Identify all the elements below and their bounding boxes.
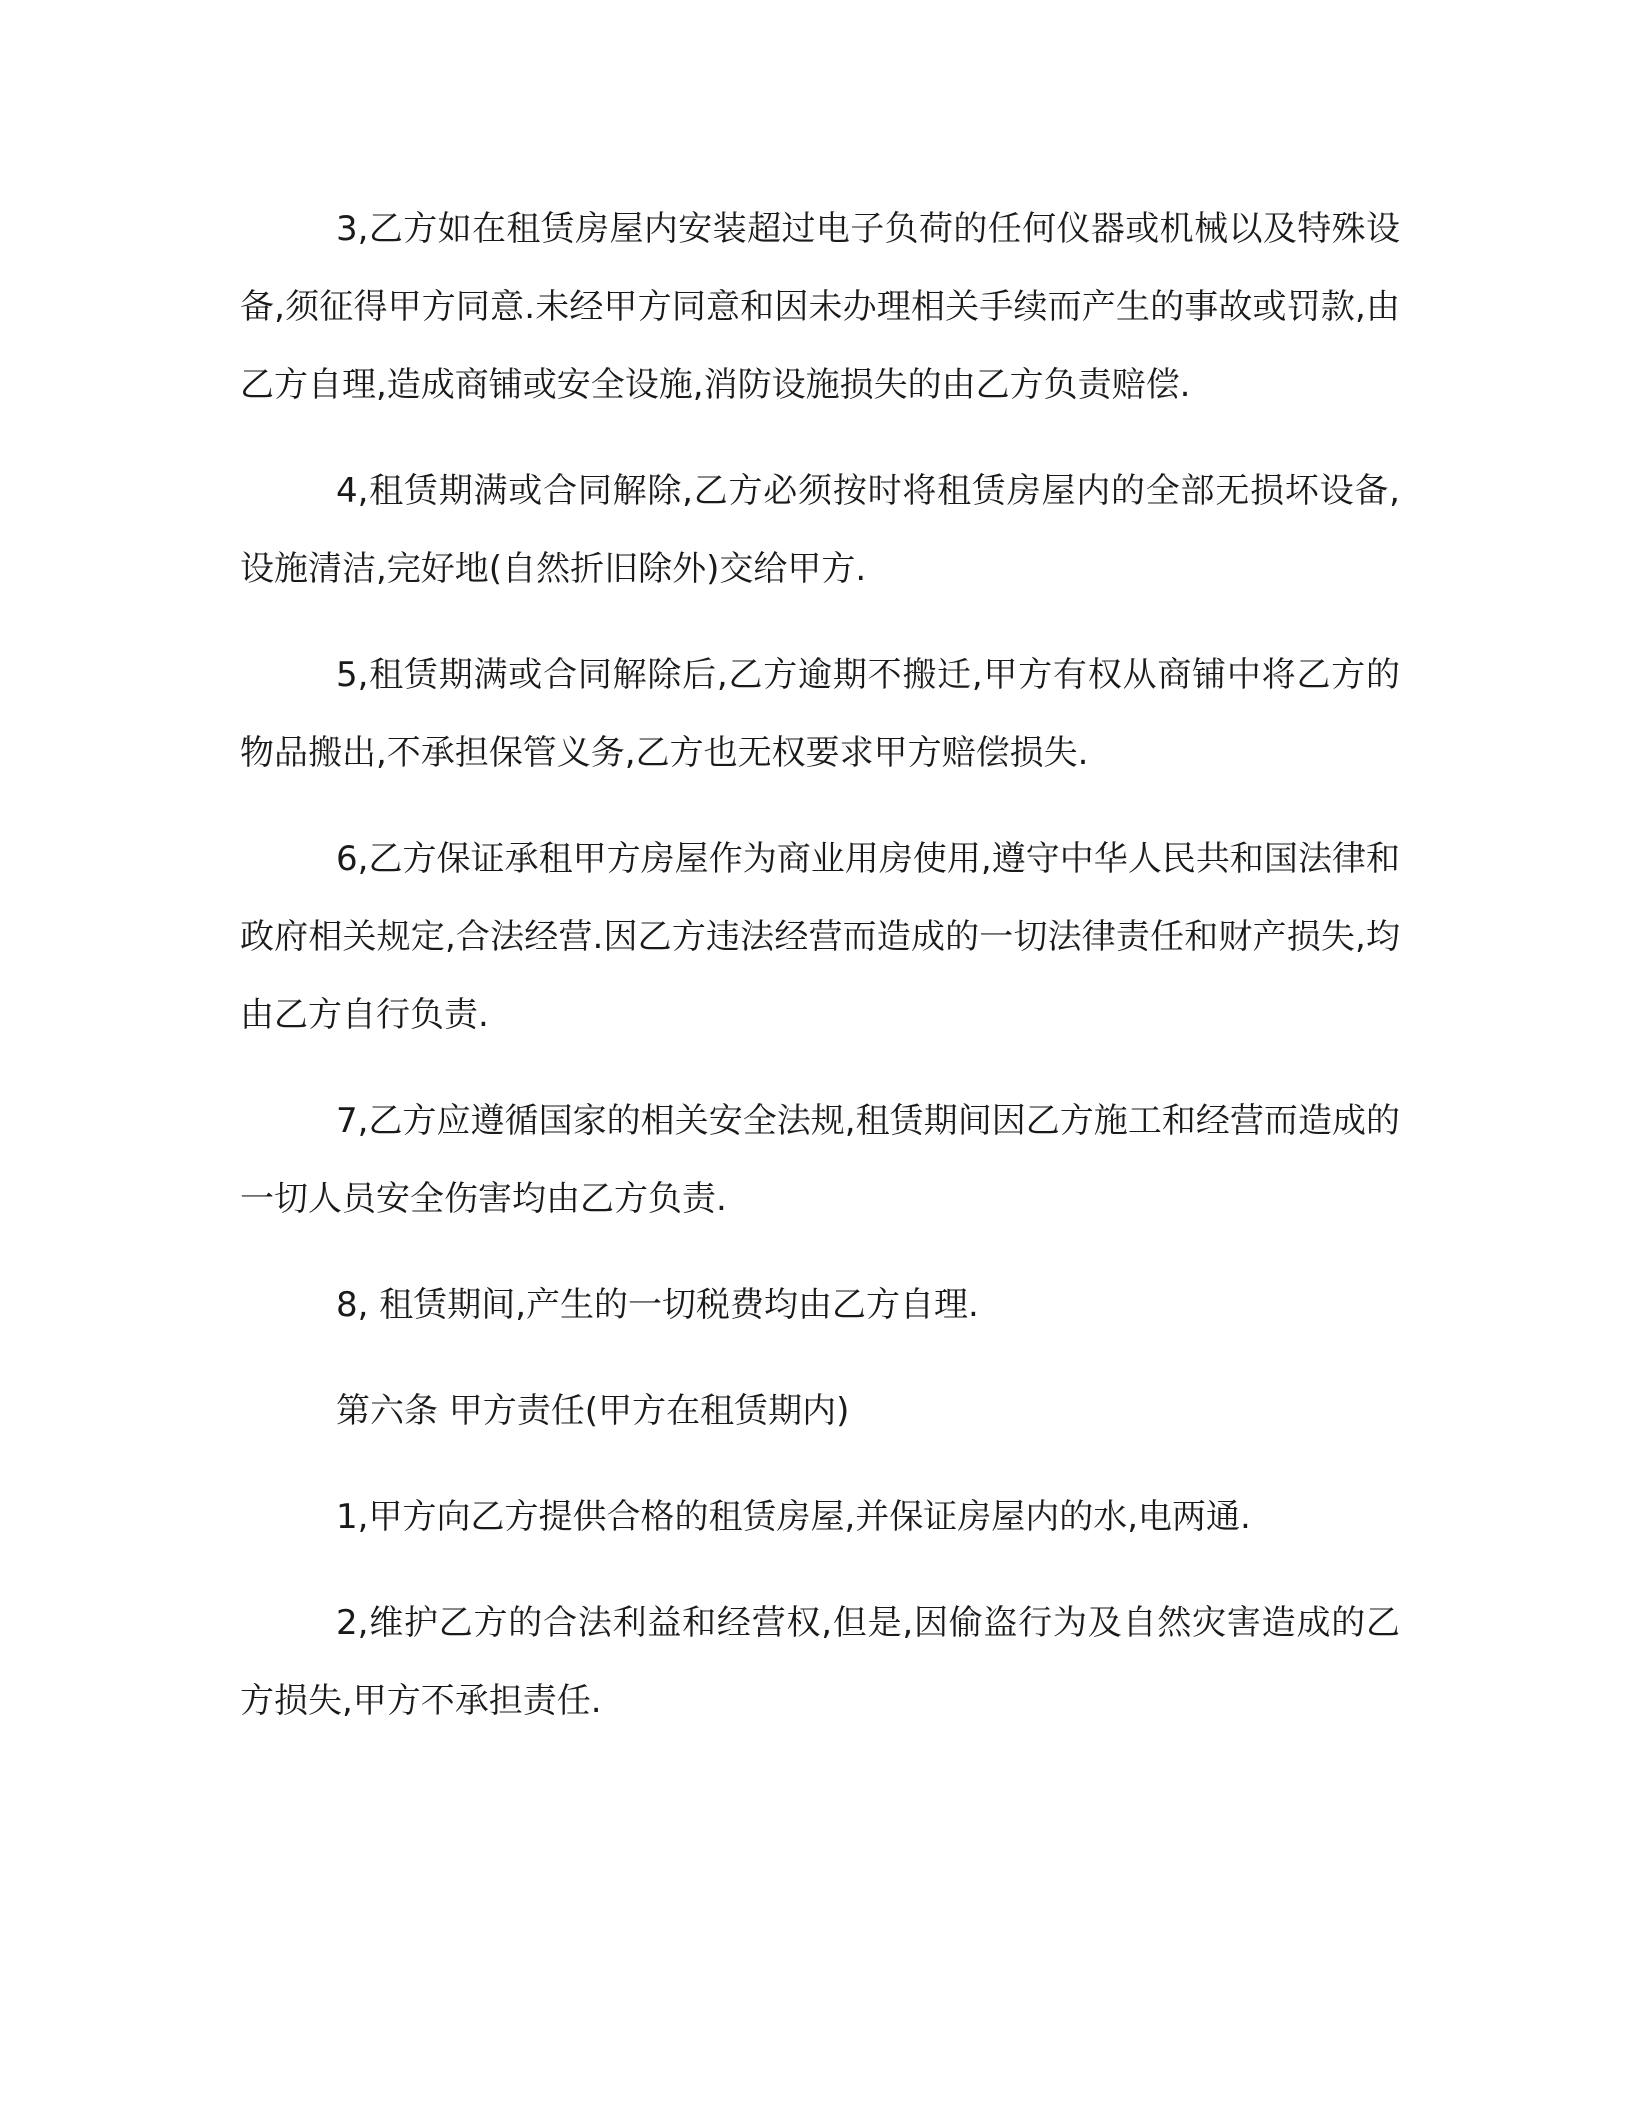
clause-6-paragraph: 6,乙方保证承租甲方房屋作为商业用房使用,遵守中华人民共和国法律和政府相关规定,合法经营.因乙方违法经营而造成的一切法律责任和财产损失,均由乙方自行负责. — [240, 839, 1400, 1035]
clause-8-paragraph: 8, 租赁期间,产生的一切税费均由乙方自理. — [336, 1285, 979, 1325]
clause-7-paragraph: 7,乙方应遵循国家的相关安全法规,租赁期间因乙方施工和经营而造成的一切人员安全伤害均由乙方负责. — [240, 1101, 1400, 1219]
landlord-clause-2-paragraph: 2,维护乙方的合法利益和经营权,但是,因偷盗行为及自然灾害造成的乙方损失,甲方不承担责任. — [240, 1603, 1400, 1721]
clause-4-paragraph: 4,租赁期满或合同解除,乙方必须按时将租赁房屋内的全部无损坏设备,设施清洁,完好地(自然折旧除外)交给甲方. — [240, 471, 1400, 589]
article-6-heading: 第六条 甲方责任(甲方在租赁期内) — [336, 1391, 850, 1431]
document-body — [240, 190, 1400, 1768]
landlord-clause-1-paragraph: 1,甲方向乙方提供合格的租赁房屋,并保证房屋内的水,电两通. — [336, 1497, 1251, 1537]
clause-5-paragraph: 5,租赁期满或合同解除后,乙方逾期不搬迁,甲方有权从商铺中将乙方的物品搬出,不承担保管义务,乙方也无权要求甲方赔偿损失. — [240, 655, 1400, 773]
clause-3-paragraph: 3,乙方如在租赁房屋内安装超过电子负荷的任何仪器或机械以及特殊设备,须征得甲方同意.未经甲方同意和因未办理相关手续而产生的事故或罚款,由乙方自理,造成商铺或安全设施,消防设施损失的由乙方负责赔偿. — [240, 209, 1400, 405]
